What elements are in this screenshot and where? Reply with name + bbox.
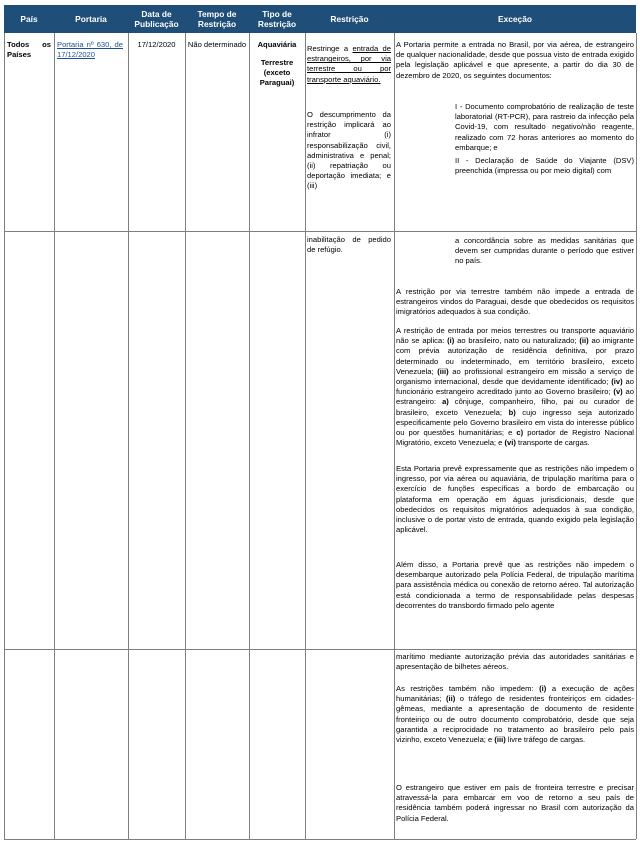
text: o tráfego de residentes fronteiriços em cidades-gêmeas, mediante a apresentação de documento de residente fronteiriço ou de outro documento comprobatório, desde que seja garantida a reciprocidade no tratamento ao brasileiro pelo país vizinho, exceto Venezuela; e — [396, 694, 634, 745]
excecao-paragraph-6 — [396, 684, 634, 745]
restricao-underlined-text: entrada de estrangeiros, por via terrestre ou por transporte aquaviário. — [307, 44, 391, 84]
page-break-line — [4, 649, 636, 650]
text: cujo ingresso seja autorizado especificamente pelo Governo brasileiro em vista do interesse público ou por questões humanitárias; e — [396, 407, 635, 438]
column-divider — [394, 33, 395, 839]
excecao-paragraph-5b: marítimo mediante autorização prévia das autoridades sanitárias e apresentação de bilhetes aéreos. — [396, 652, 634, 672]
marker: (ii) — [446, 694, 456, 704]
header-tempo-restricao: Tempo de Restrição — [197, 9, 237, 29]
portaria-link[interactable]: Portaria nº 630, de 17/12/2020 — [57, 40, 123, 60]
marker: c) — [516, 428, 524, 438]
column-divider — [54, 33, 55, 839]
header-portaria: Portaria — [75, 14, 107, 24]
column-divider — [249, 33, 250, 839]
marker: (vi) — [504, 438, 516, 448]
restricao-text: Restringe a — [307, 44, 353, 53]
table-border — [4, 839, 636, 840]
column-divider — [128, 33, 129, 839]
cell-pais: Todos os Países — [7, 40, 51, 60]
header-tipo-restricao: Tipo de Restrição — [257, 9, 297, 29]
marker: (iii) — [437, 366, 449, 376]
excecao-item-ii-b: a concordância sobre as medidas sanitárias que devem ser cumpridas durante o período que estiver no país. — [455, 236, 634, 266]
page-break-line — [4, 231, 636, 232]
marker: (ii) — [579, 336, 589, 346]
marker: b) — [508, 407, 516, 417]
text: cônjuge, companheiro, filho, pai ou curador de brasileiro, exceto Venezuela; — [396, 397, 634, 417]
excecao-item-ii-a: II - Declaração de Saúde do Viajante (DSV) preenchida (impressa ou por meio digital) com — [455, 156, 634, 176]
table-header — [4, 5, 636, 33]
header-data-publicacao: Data de Publicação — [134, 9, 179, 29]
text: As restrições também não impedem: — [396, 684, 540, 693]
header-excecao: Exceção — [498, 14, 532, 24]
marker: (i) — [447, 336, 455, 346]
excecao-paragraph-4: Esta Portaria prevê expressamente que as restrições não impedem o ingresso, por via aérea ou aquaviária, de tripulação marítima para o exercício de funções específicas a bordo de embarcação ou plataforma em operação em águas jurisdicionais, desde que obedecidos os requisitos migratórios adequados à sua condição, inclusive o de portar visto de entrada, quando exigido pela legislação aplicável. — [396, 464, 634, 535]
text: portador de Registro Nacional Migratório, exceto Venezuela; e — [396, 428, 634, 448]
restricao-paragraph-2a: O descumprimento da restrição implicará ao infrator (i) responsabilização civil, administrativa e penal; (ii) repatriação ou deportação imediata; e (iii) — [307, 110, 391, 191]
cell-tipo-aquaviaria: Aquaviária — [257, 40, 297, 49]
text: A restrição de entrada por meios terrestres ou transporte aquaviário não se aplica: — [396, 326, 634, 346]
text: livre tráfego de cargas. — [505, 735, 586, 745]
excecao-paragraph-5a: Além disso, a Portaria prevê que as restrições não impedem o desembarque autorizado pela Polícia Federal, de tripulação marítima para assistência médica ou conexão de retorno aéreo. Tal autorização está condicionada a termo de responsabilidade pelas despesas decorrentes do transbordo firmado pelo agente — [396, 560, 634, 610]
excecao-paragraph-1: A Portaria permite a entrada no Brasil, por via aérea, de estrangeiro de qualquer nacionalidade, desde que possua visto de entrada exigido pela legislação aplicável e que apresente, a partir do dia 30 de dezembro de 2020, os seguintes documentos: — [396, 40, 634, 80]
restricao-paragraph-2b: inabilitação de pedido de refúgio. — [307, 235, 391, 255]
text: transporte de cargas. — [515, 438, 590, 448]
cell-data-publicacao: 17/12/2020 — [137, 40, 176, 49]
cell-tempo-restricao: Não determinado — [187, 40, 247, 49]
excecao-paragraph-7: O estrangeiro que estiver em país de fronteira terrestre e precisar atravessá-la para embarcar em voo de retorno a seu país de residência também poderá ingressar no Brasil com autorização da Polícia Federal. — [396, 783, 634, 823]
cell-tipo-terrestre: Terrestre (exceto Paraguai) — [259, 58, 295, 88]
text: ao brasileiro, nato ou naturalizado; — [454, 336, 580, 346]
table-border — [636, 33, 637, 839]
marker: (iv) — [611, 377, 623, 387]
text: ao funcionário estrangeiro acreditado junto ao Governo brasileiro; — [396, 377, 634, 397]
text: ao profissional estrangeiro em missão a serviço de organismo internacional, desde que devidamente identificado; — [396, 366, 634, 387]
marker: (i) — [539, 684, 547, 693]
excecao-paragraph-2: A restrição por via terrestre também não impede a entrada de estrangeiros vindos do Paraguai, desde que obedecidos os requisitos imigratórios adequados à sua condição. — [396, 287, 634, 317]
header-pais: País — [20, 14, 38, 24]
marker: a) — [442, 397, 449, 407]
column-divider — [185, 33, 186, 839]
excecao-item-i: I - Documento comprobatório de realização de teste laboratorial (RT-PCR), para rastreio da infecção pela Covid-19, com resultado negativo/não reagente, realizado com 72 horas anteriores ao momento do embarque; e — [455, 102, 634, 152]
text: ao imigrante com prévia autorização de residência definitiva, por prazo determinado ou indeterminado, em território brasileiro, exceto Venezuela; — [396, 336, 634, 376]
text: a execução de ações humanitárias; — [396, 684, 634, 704]
table-border — [4, 33, 5, 839]
header-restricao: Restrição — [330, 14, 369, 24]
excecao-paragraph-3 — [396, 326, 634, 448]
restricao-paragraph-1 — [307, 44, 391, 85]
text: ao estrangeiro: — [396, 387, 634, 407]
marker: (v) — [613, 387, 623, 397]
marker: (iii) — [494, 735, 506, 745]
column-divider — [305, 33, 306, 839]
